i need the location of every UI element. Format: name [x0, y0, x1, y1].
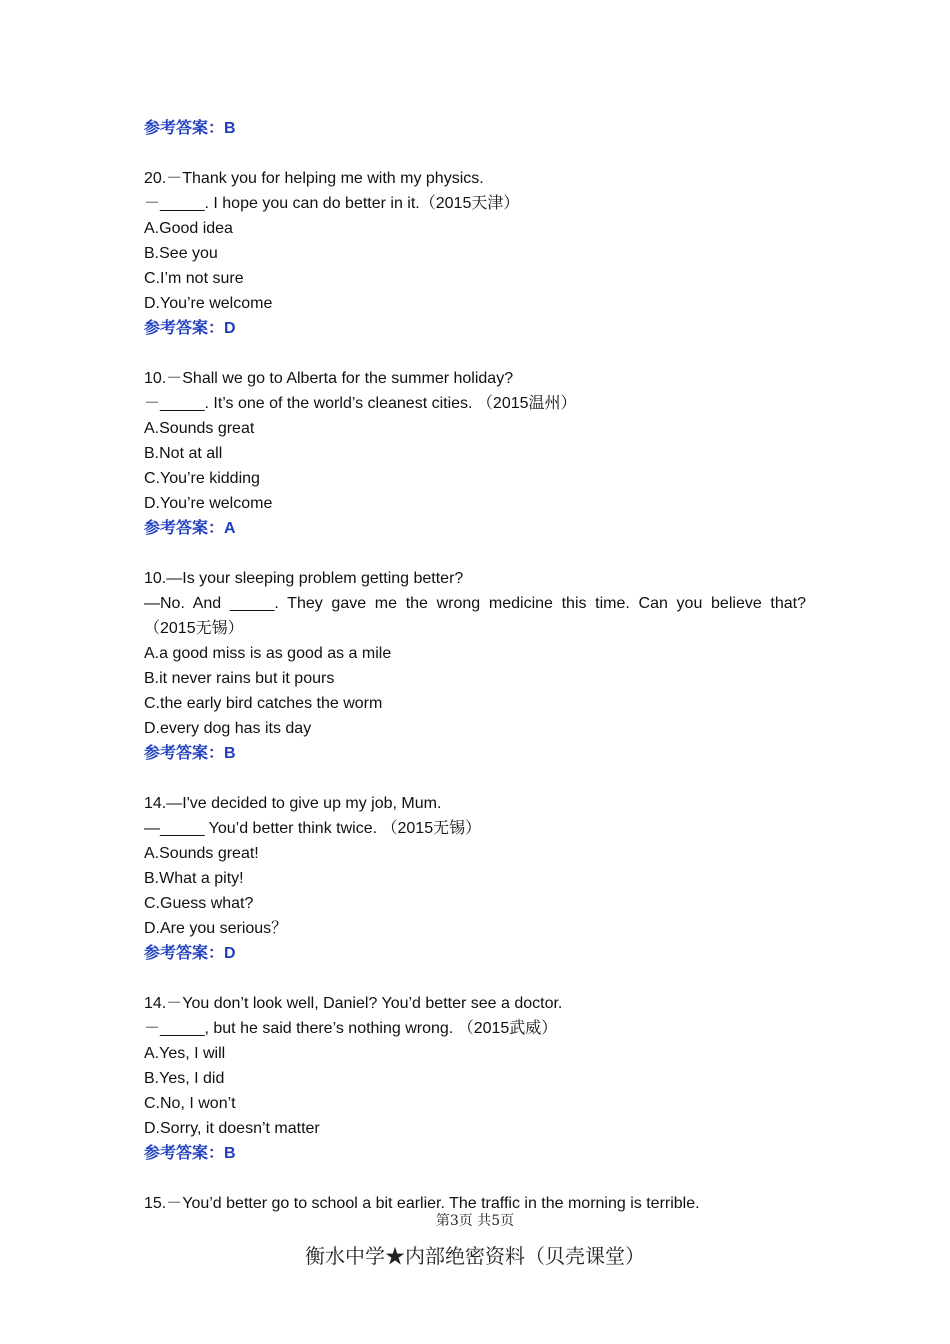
question-stem: 10.－Shall we go to Alberta for the summer holiday? — [144, 370, 514, 387]
answer-line: 参考答案：A — [144, 520, 236, 537]
option: B.Not at all — [144, 445, 223, 462]
question-reply: －_____. I hope you can do better in it.（2015天津） — [144, 195, 520, 212]
question-block — [144, 366, 806, 541]
question-stem: 10.—Is your sleeping problem getting better? — [144, 570, 464, 587]
option: C.I’m not sure — [144, 270, 244, 287]
option: D.every dog has its day — [144, 720, 312, 737]
answer-line: 参考答案：D — [144, 320, 236, 337]
question-source: （2015无锡） — [144, 620, 244, 637]
question-reply: —No. And _____. They gave me the wrong medicine this time. Can you believe that? — [144, 595, 806, 612]
question-block — [144, 791, 806, 966]
option: C.the early bird catches the worm — [144, 695, 383, 712]
option: B.Yes, I did — [144, 1070, 225, 1087]
question-reply: —_____ You’d better think twice. （2015无锡） — [144, 820, 482, 837]
option: A.Sounds great! — [144, 845, 259, 862]
document-body — [144, 116, 806, 1216]
option: B.See you — [144, 245, 218, 262]
question-block — [144, 166, 806, 341]
answer-line: 参考答案：B — [144, 1145, 236, 1162]
footer-brand: 衡水中学★内部绝密资料（贝壳课堂） — [305, 1244, 645, 1268]
option: C.Guess what? — [144, 895, 254, 912]
answer-line: 参考答案：B — [144, 745, 236, 762]
question-stem: 14.—I've decided to give up my job, Mum. — [144, 795, 442, 812]
option: D.Sorry, it doesn’t matter — [144, 1120, 320, 1137]
page-number: 第3页 共5页 — [435, 1213, 515, 1229]
option: D.You’re welcome — [144, 495, 273, 512]
question-reply: －_____. It’s one of the world’s cleanest cities. （2015温州） — [144, 395, 577, 412]
option: A.Sounds great — [144, 420, 255, 437]
option: C.You’re kidding — [144, 470, 260, 487]
question-stem: 20.－Thank you for helping me with my physics. — [144, 170, 484, 187]
answer-line: 参考答案：B — [144, 120, 236, 137]
option: B.What a pity! — [144, 870, 244, 887]
question-stem: 15.－You’d better go to school a bit earlier. The traffic in the morning is terrible. — [144, 1195, 700, 1212]
option: D.You’re welcome — [144, 295, 273, 312]
question-reply: －_____, but he said there’s nothing wrong. （2015武威） — [144, 1020, 558, 1037]
question-stem: 14.－You don’t look well, Daniel? You’d better see a doctor. — [144, 995, 563, 1012]
answer-line: 参考答案：D — [144, 945, 236, 962]
question-block — [144, 991, 806, 1166]
option: B.it never rains but it pours — [144, 670, 335, 687]
option: A.a good miss is as good as a mile — [144, 645, 392, 662]
option: A.Yes, I will — [144, 1045, 226, 1062]
option: D.Are you serious？ — [144, 920, 288, 937]
option: A.Good idea — [144, 220, 233, 237]
question-block — [144, 566, 806, 766]
option: C.No, I won’t — [144, 1095, 236, 1112]
